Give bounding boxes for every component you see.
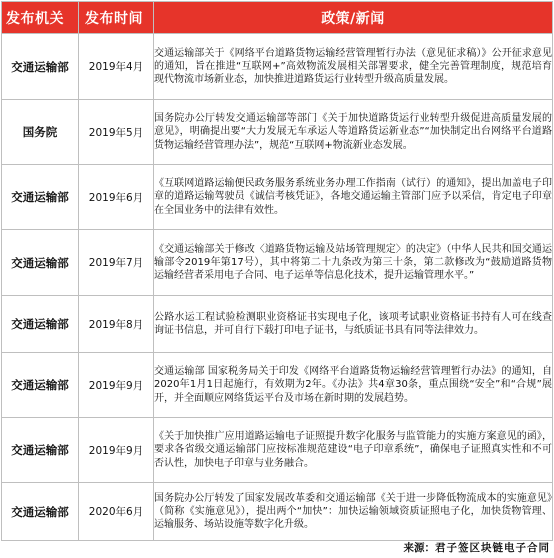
org-cell: 交通运输部: [2, 483, 79, 541]
header-org: 发布机关: [2, 2, 79, 34]
org-cell: 交通运输部: [2, 418, 79, 483]
policy-cell: 交通运输部关于《网络平台道路货物运输经营管理暂行办法（意见征求稿）》公开征求意见的通知，旨在推进“互联网+”高效物流发展相关部署要求，健全完善管理制度，规范培育现代物流市场新业态，加快推进道路货运行业转型升级高质量发展。: [154, 34, 553, 100]
policy-cell: 《交通运输部关于修改〈道路货物运输及站场管理规定〉的决定》（中华人民共和国交通运输部令2019年第17号），其中将第二十九条改为第三十条，第二款修改为“鼓励道路货物运输经营者采用电子合同、电子运单等信息化技术，提升运输管理水平。”: [154, 230, 553, 296]
source-note: [404, 540, 551, 555]
header-policy: 政策/新闻: [154, 2, 553, 34]
date-cell: 2019年7月: [79, 230, 154, 296]
date-cell: 2019年9月: [79, 353, 154, 418]
date-cell: 2019年9月: [79, 418, 154, 483]
policy-cell: 《关于加快推广应用道路运输电子证照提升数字化服务与监管能力的实施方案意见的函》，要求各省级交通运输部门应按标准规范建设“电子印章系统”，确保电子证照真实性和不可否认性，加快电子印章与业务融合。: [154, 418, 553, 483]
policy-cell: 国务院办公厅转发了国家发展改革委和交通运输部《关于进一步降低物流成本的实施意见》（简称《实施意见》），提出两个“加快”：加快运输领域资质证照电子化，加快货物管理、运输服务、场站设施等数字化升级。: [154, 483, 553, 541]
org-cell: 交通运输部: [2, 296, 79, 353]
date-cell: 2020年6月: [79, 483, 154, 541]
source-name: 君子签区块链电子合同: [435, 542, 550, 554]
policy-cell: 交通运输部 国家税务局关于印发《网络平台道路货物运输经营管理暂行办法》的通知，自2020年1月1日起施行，有效期为2年。《办法》共4章30条，重点围绕“安全”和“合规”展开，并全面顺应网络货运平台及市场在新时期的发展趋势。: [154, 353, 553, 418]
table-row: [2, 418, 553, 483]
org-cell: 交通运输部: [2, 165, 79, 230]
org-cell: 交通运输部: [2, 230, 79, 296]
table-row: [2, 296, 553, 353]
policy-cell: 国务院办公厅转发交通运输部等部门《关于加快道路货运行业转型升级促进高质量发展的意见》，明确提出要“大力发展无车承运人等道路货运新业态”“加快制定出台网络平台道路货物运输经营管理办法”，规范“互联网+物流新业态发展。: [154, 100, 553, 165]
org-cell: 国务院: [2, 100, 79, 165]
date-cell: 2019年6月: [79, 165, 154, 230]
header-time: 发布时间: [79, 2, 154, 34]
table-row: [2, 34, 553, 100]
date-cell: 2019年4月: [79, 34, 154, 100]
table-row: [2, 165, 553, 230]
table-row: [2, 483, 553, 541]
table-row: [2, 230, 553, 296]
policy-cell: 《互联网道路运输便民政务服务系统业务办理工作指南（试行）的通知》，提出加盖电子印章的道路运输驾驶员《诚信考核凭证》，各地交通运输主管部门应予以采信，肯定电子印章在全国业务中的法律有效性。: [154, 165, 553, 230]
policy-table: [1, 1, 553, 541]
policy-cell: 公路水运工程试验检测职业资格证书实现电子化，该项考试职业资格证书持有人可在线查询证书信息，并可自行下载打印电子证书，与纸质证书具有同等法律效力。: [154, 296, 553, 353]
date-cell: 2019年5月: [79, 100, 154, 165]
org-cell: 交通运输部: [2, 353, 79, 418]
table-header-row: [2, 2, 553, 34]
table-row: [2, 100, 553, 165]
date-cell: 2019年8月: [79, 296, 154, 353]
source-label: 来源：: [403, 542, 435, 554]
table-row: [2, 353, 553, 418]
org-cell: 交通运输部: [2, 34, 79, 100]
